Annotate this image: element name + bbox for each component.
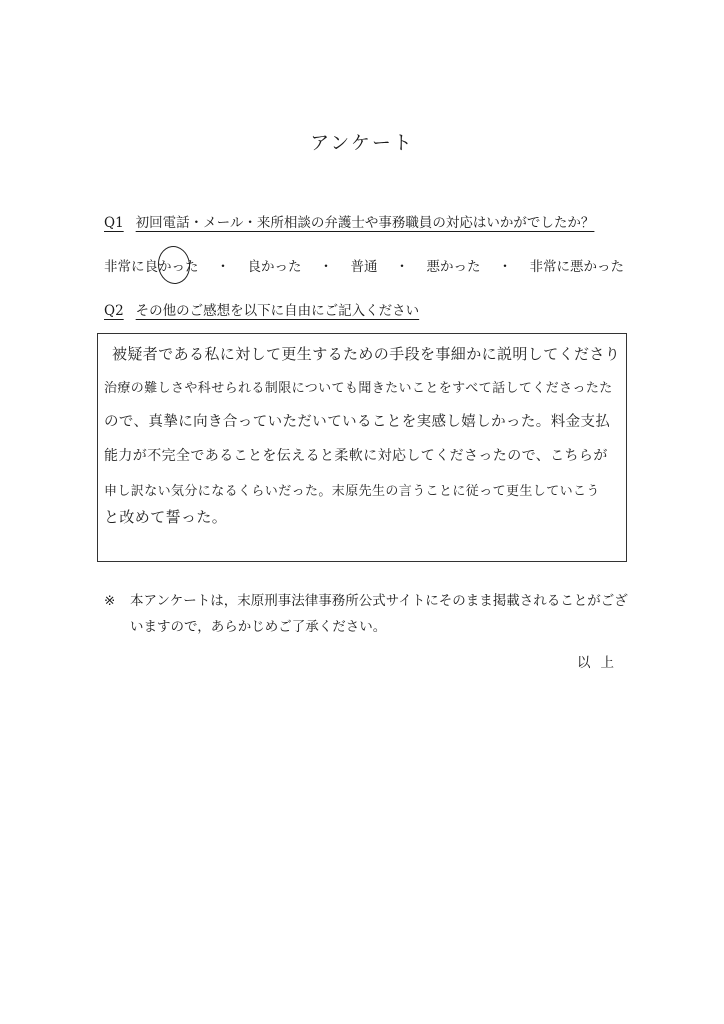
choice-average[interactable]: 普通 [350,259,378,275]
choice-separator: ・ [498,259,512,275]
answer-line: 申し訳ない気分になるくらいだった。末原先生の言うことに従って更生していこう [104,484,600,499]
selected-choice-circle-mark [156,244,193,286]
page-title: アンケート [310,132,414,154]
question-2 [104,299,419,319]
choice-separator: ・ [216,259,230,275]
answer-line: と改めて誓った。 [104,508,228,526]
question-1-number: Q1 [104,215,124,231]
choice-separator: ・ [395,259,409,275]
question-2-number: Q2 [104,303,124,319]
question-1 [104,211,594,231]
note-text: 本アンケートは，末原刑事法律事務所公式サイトにそのまま掲載されることがございますので，あらかじめご了承ください。 [130,593,628,635]
choice-good[interactable]: 良かった [247,259,302,275]
choice-bad[interactable]: 悪かった [426,259,481,275]
answer-line: 治療の難しさや科せられる制限についても聞きたいことをすべて話してくださったた [104,381,613,396]
question-1-text: 初回電話・メール・来所相談の弁護士や事務職員の対応はいかがでしたか？ [135,215,595,231]
note-mark: ※ [104,593,116,609]
question-2-text: その他のご感想を以下に自由にご記入ください [135,303,420,319]
choice-very-bad[interactable]: 非常に悪かった [529,259,624,275]
choice-separator: ・ [319,259,333,275]
answer-line: 能力が不完全であることを伝えると柔軟に対応してくださったので、こちらが [104,448,608,464]
answer-line: ので、真摯に向き合っていただいていることを実感し嬉しかった。料金支払 [104,414,611,430]
answer-line: 被疑者である私に対して更生するための手段を事細かに説明してくださり [112,345,621,363]
closing-mark: 以上 [577,655,624,671]
choice-very-good[interactable]: 非常に良かった [104,259,199,275]
